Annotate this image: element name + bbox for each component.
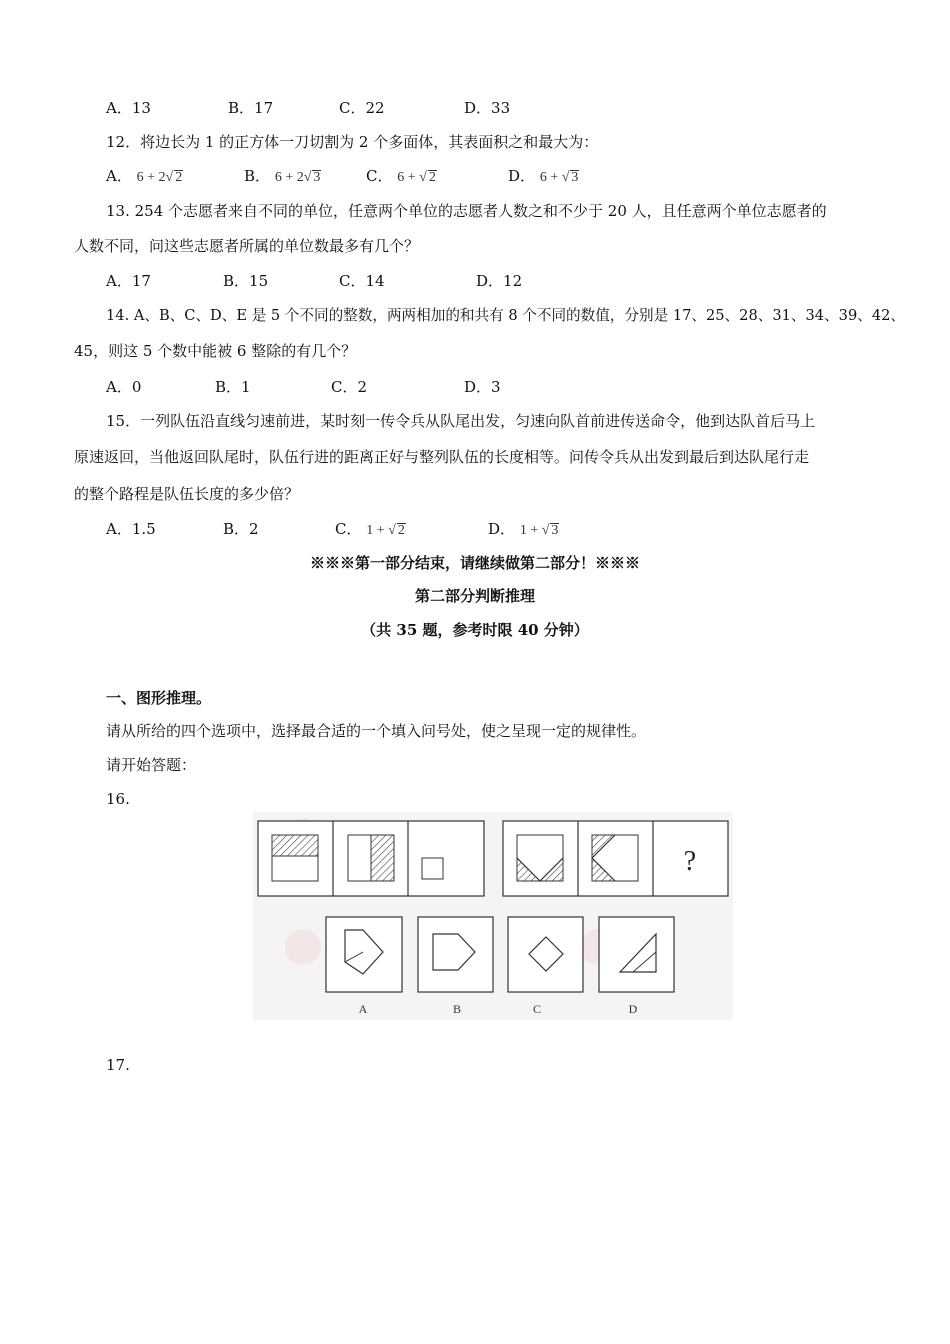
q16-option-d-label: D — [628, 1002, 638, 1016]
part-two-title: 第二部分判断推理 — [414, 587, 535, 605]
q16-figure — [253, 812, 733, 1020]
q14-question-line2: 45，则这 5 个数中能被 6 整除的有几个？ — [74, 342, 357, 360]
q15-question-line1: 15．一列队伍沿直线匀速前进，某时刻一传令兵从队尾出发，匀速向队首前进传送命令，他到达队首后马上 — [106, 412, 816, 430]
q14-option-c: C．2 — [331, 378, 368, 396]
q13-question-line1: 13. 254 个志愿者来自不同的单位，任意两个单位的志愿者人数之和不少于 20 人，且任意两个单位志愿者的 — [106, 202, 827, 220]
q11-option-a: A．13 — [106, 99, 151, 117]
q17-number: 17. — [106, 1056, 130, 1074]
q16-group-two — [503, 821, 728, 896]
q16-option-b-label: B — [452, 1002, 462, 1016]
q12-math-b: 6 + 2√ 3 — [274, 170, 321, 185]
q16-panel-2 — [348, 835, 394, 881]
q16-panel-3 — [422, 858, 443, 879]
q13-question-line2: 人数不同，问这些志愿者所属的单位数最多有几个？ — [74, 237, 420, 255]
q14-question-line1: 14. A、B、C、D、E 是 5 个不同的整数，两两相加的和共有 8 个不同的数值，分别是 17、25、28、31、34、39、42、 — [106, 307, 905, 324]
q12-option-a — [106, 165, 183, 189]
q15-option-c — [335, 518, 406, 542]
q15-question-line2: 原速返回，当他返回队尾时，队伍行进的距离正好与整列队伍的长度相等。问传令兵从出发到最后到达队尾行走 — [74, 448, 810, 466]
q12-math-c: 6 + √ 2 — [397, 170, 436, 185]
q15-option-d — [488, 518, 559, 542]
q13-option-d: D．12 — [476, 272, 523, 290]
q15-label-d: D． — [488, 520, 516, 538]
q12-label-d: D． — [508, 167, 536, 185]
q11-option-c: C．22 — [339, 99, 385, 117]
q16-number: 16. — [106, 790, 130, 808]
q16-figure-svg — [253, 812, 733, 1020]
q12-option-c — [366, 165, 437, 189]
q12-option-b — [244, 165, 321, 189]
q13-option-b: B．15 — [223, 272, 269, 290]
section-instructions: 请从所给的四个选项中，选择最合适的一个填入问号处，使之呈现一定的规律性。 — [106, 722, 647, 740]
q16-panel-5 — [592, 835, 638, 881]
q15-option-b: B．2 — [223, 520, 259, 538]
q14-option-a: A．0 — [106, 378, 142, 396]
q15-label-c: C． — [335, 520, 362, 538]
q16-option-a-label: A — [358, 1002, 368, 1016]
q14-option-d: D．3 — [464, 378, 501, 396]
q16-option-a-figure[interactable] — [326, 917, 402, 992]
q15-question-line3: 的整个路程是队伍长度的多少倍？ — [74, 485, 300, 503]
q12-option-d — [508, 165, 579, 189]
q16-option-b-figure[interactable] — [418, 917, 493, 992]
q13-option-c: C．14 — [339, 272, 385, 290]
q16-option-d-figure[interactable] — [599, 917, 674, 992]
q13-option-a: A．17 — [106, 272, 151, 290]
q16-question-mark: ? — [683, 846, 697, 877]
q12-math-d: 6 + √ 3 — [539, 170, 579, 185]
start-prompt: 请开始答题： — [106, 756, 197, 774]
part-two-subtitle: （共 35 题，参考时限 40 分钟） — [361, 621, 589, 639]
section-title: 一、图形推理。 — [106, 689, 212, 707]
q15-math-d: 1 + √ 3 — [519, 523, 559, 538]
q12-label-b: B． — [244, 167, 271, 185]
q16-panel-1 — [272, 835, 318, 881]
q11-option-d: D．33 — [464, 99, 511, 117]
q14-option-b: B．1 — [215, 378, 251, 396]
part-one-end-notice: ※※※第一部分结束，请继续做第二部分！※※※ — [309, 554, 640, 572]
q16-option-c-label: C — [532, 1002, 542, 1016]
q15-option-a: A．1.5 — [106, 520, 156, 538]
q16-option-c-figure[interactable] — [508, 917, 583, 992]
q12-label-c: C． — [366, 167, 393, 185]
q12-math-a: 6 + 2√ 2 — [136, 170, 183, 185]
q12-label-a: A． — [106, 167, 132, 185]
q11-option-b: B．17 — [228, 99, 274, 117]
q15-math-c: 1 + √ 2 — [366, 523, 405, 538]
q16-group-one — [258, 821, 484, 896]
watermark-stamp — [285, 929, 321, 965]
q12-question: 12．将边长为 1 的正方体一刀切割为 2 个多面体，其表面积之和最大为： — [106, 133, 599, 151]
q16-panel-4 — [517, 835, 563, 881]
